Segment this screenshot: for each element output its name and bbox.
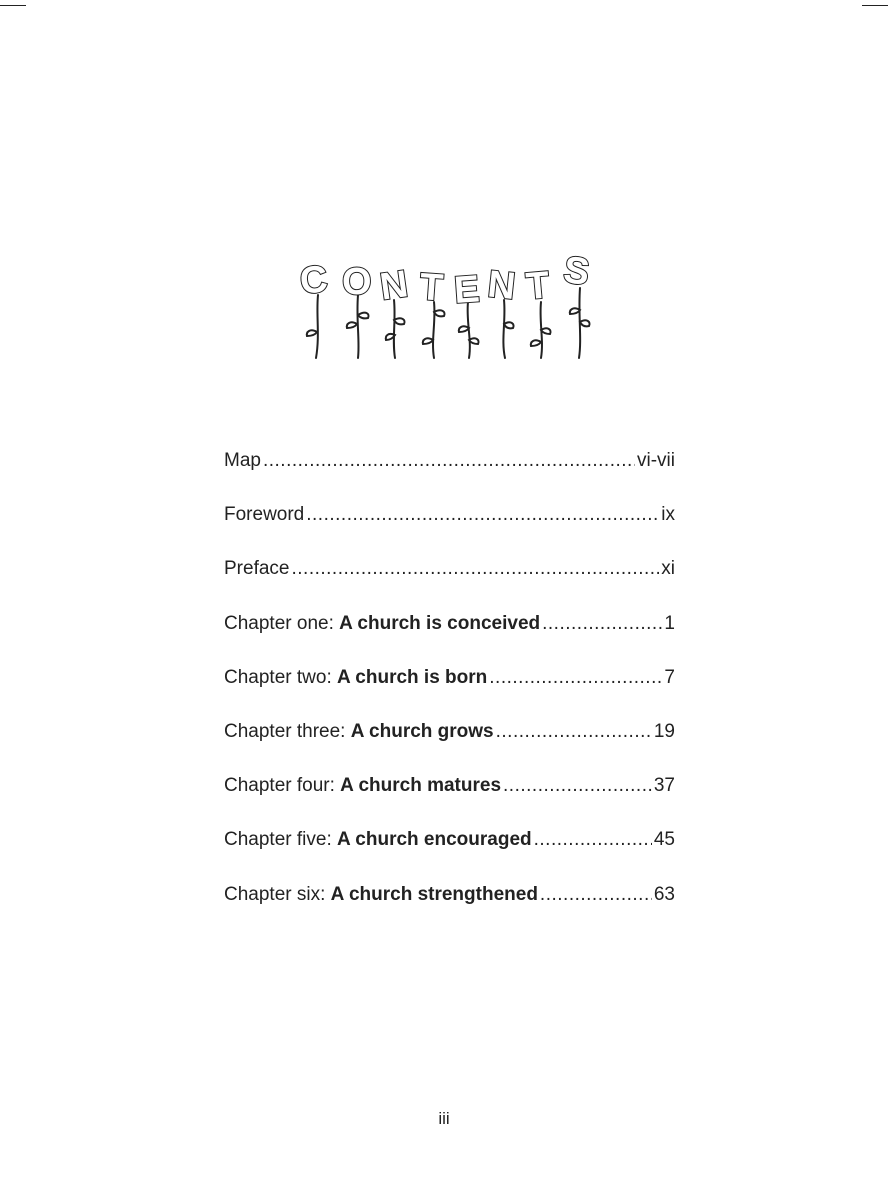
toc-entry[interactable] (224, 720, 675, 774)
toc-entry-label (224, 449, 261, 473)
dot-leader (534, 828, 652, 852)
dot-leader (540, 883, 652, 907)
toc-entry-page: 37 (653, 775, 675, 797)
svg-text:T: T (524, 264, 552, 309)
toc-entry-label (224, 774, 501, 798)
dot-leader (503, 774, 652, 798)
toc-entry-prefix: Chapter six: (224, 883, 331, 905)
svg-text:T: T (418, 266, 445, 310)
dot-leader (496, 720, 652, 744)
toc-entry-label (224, 883, 538, 907)
toc-entry-prefix: Chapter five: (224, 829, 337, 851)
toc-entry-title: A church is conceived (339, 612, 541, 634)
toc-entry[interactable] (224, 612, 675, 666)
dot-leader (291, 557, 659, 581)
toc-entry-title: A church matures (340, 775, 502, 797)
toc-entry-prefix: Chapter three: (224, 720, 351, 742)
svg-text:E: E (452, 268, 481, 312)
dot-leader (263, 449, 635, 473)
toc-entry[interactable] (224, 883, 675, 937)
svg-text:N: N (377, 263, 411, 309)
toc-entry-page: 45 (653, 829, 675, 851)
toc-entry-title: A church encouraged (337, 829, 532, 851)
toc-entry[interactable] (224, 449, 675, 503)
svg-text:O: O (342, 261, 372, 303)
toc-entry-page: 1 (664, 612, 675, 634)
toc-entry-label (224, 720, 494, 744)
toc-entry-label (224, 828, 532, 852)
toc-entry-page: 63 (653, 883, 675, 905)
toc-entry-prefix: Foreword (224, 504, 305, 526)
toc-entry-title: A church grows (350, 720, 494, 742)
page-number: iii (438, 1109, 450, 1128)
toc-entry[interactable] (224, 666, 675, 720)
toc-entry-page: xi (661, 558, 675, 580)
toc-entry-page: vi-vii (637, 450, 675, 471)
toc-entry[interactable] (224, 503, 675, 557)
toc-entry-title: A church is born (337, 666, 488, 688)
crop-mark-left (0, 5, 26, 6)
toc-entry-prefix: Map (224, 450, 261, 471)
toc-entry-page: 7 (664, 666, 675, 688)
crop-mark-right (862, 5, 888, 6)
toc-entry-label (224, 666, 487, 690)
toc-entry-page: ix (661, 504, 675, 526)
toc-entry-title: A church strengthened (330, 883, 538, 905)
toc-entry-prefix: Chapter one: (224, 612, 340, 634)
toc-entry-page: 19 (653, 720, 675, 742)
dot-leader (489, 666, 662, 690)
toc-entry-label (224, 612, 540, 636)
toc-entry-prefix: Chapter four: (224, 775, 341, 797)
dot-leader (306, 503, 659, 527)
toc-entry-label (224, 503, 304, 527)
toc-entry-prefix: Chapter two: (224, 666, 337, 688)
toc-entry[interactable] (224, 828, 675, 882)
toc-entry-label (224, 557, 289, 581)
toc-entry[interactable] (224, 774, 675, 828)
dot-leader (542, 612, 662, 636)
toc-entry-prefix: Preface (224, 558, 290, 580)
toc-entry[interactable] (224, 557, 675, 611)
contents-heading-art (296, 240, 606, 365)
table-of-contents (224, 449, 675, 937)
svg-text:S: S (560, 248, 592, 295)
svg-text:N: N (485, 263, 518, 309)
svg-text:C: C (297, 258, 330, 303)
